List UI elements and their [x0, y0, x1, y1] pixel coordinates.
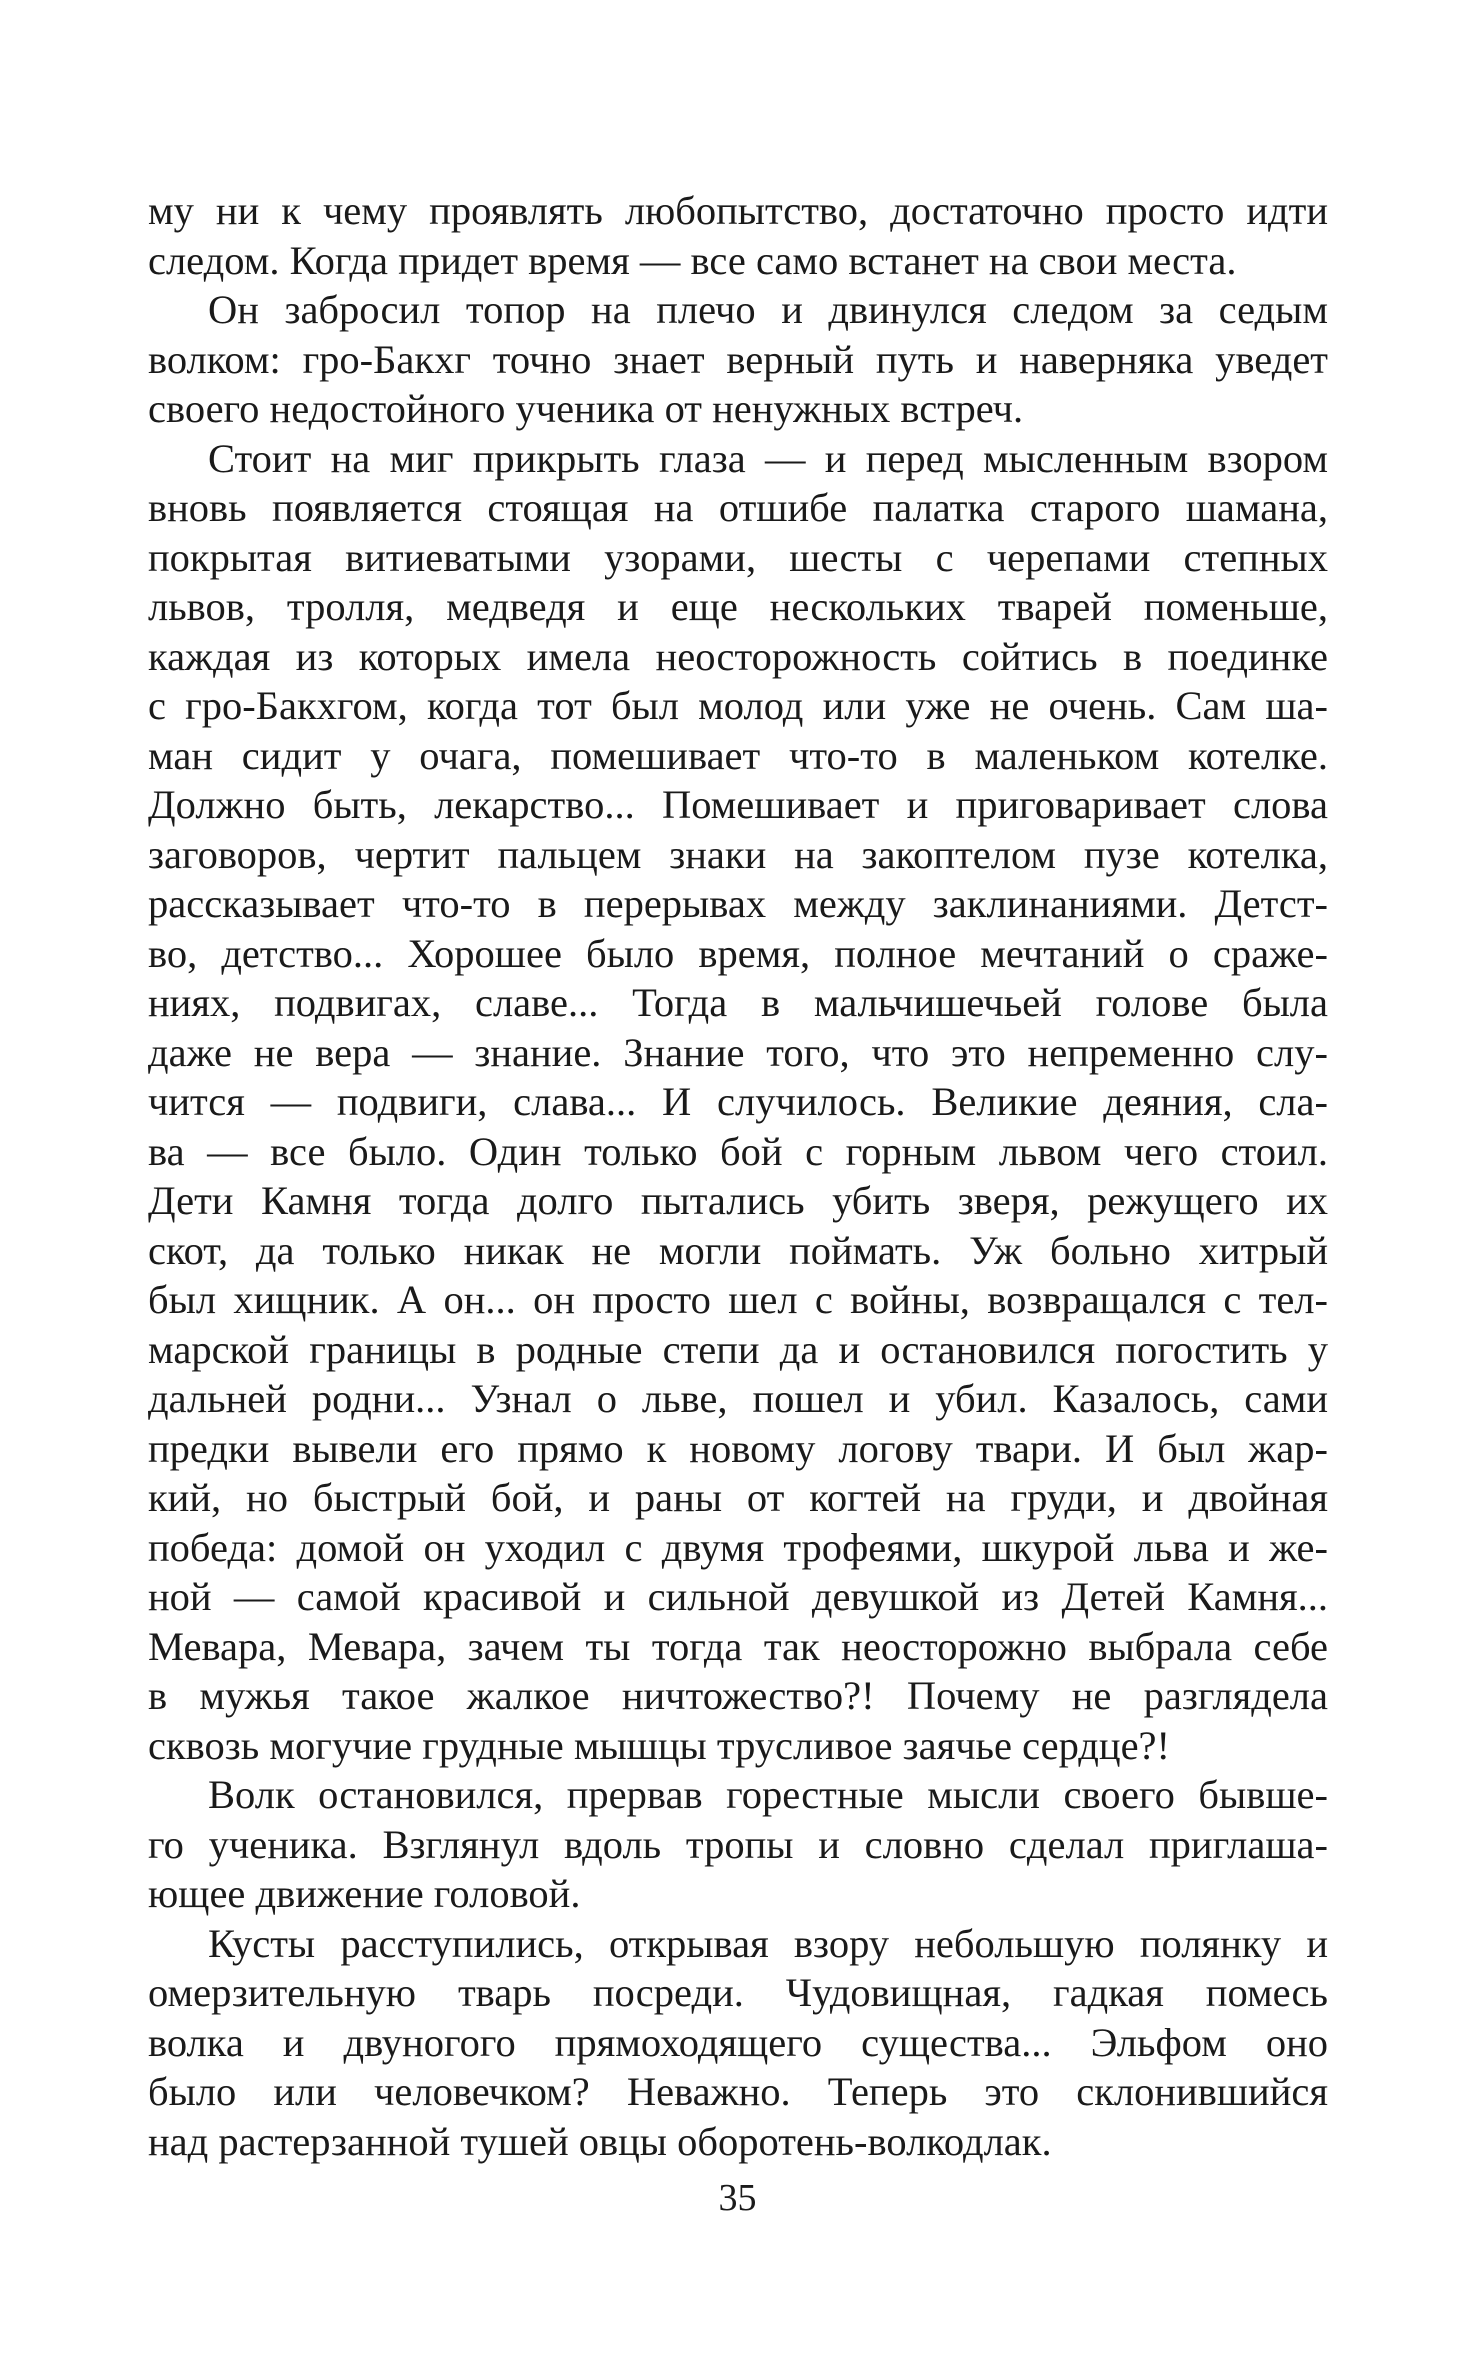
text-line: покрытая витиеватыми узорами, шесты с черепами степных	[148, 534, 1328, 580]
page-body	[148, 186, 1328, 2166]
text-line: ман сидит у очага, помешивает что-то в маленьком котелке.	[148, 732, 1328, 778]
text-line: чится — подвиги, слава... И случилось. Великие деяния, сла-	[148, 1079, 1328, 1124]
text-line: Кусты расступились, открывая взору небольшую полянку и	[208, 1920, 1328, 1966]
text-line: Должно быть, лекарство... Помешивает и приговаривает слова	[148, 782, 1328, 827]
text-line: было или человечком? Неважно. Теперь это склонившийся	[148, 2069, 1328, 2114]
text-line: даже не вера — знание. Знание того, что это непременно слу-	[148, 1029, 1328, 1075]
text-line: дальней родни... Узнал о льве, пошел и убил. Казалось, сами	[148, 1376, 1328, 1421]
text-line: ва — все было. Один только бой с горным львом чего стоил.	[148, 1128, 1328, 1174]
text-line: следом. Когда придет время — все само встанет на свои места.	[148, 237, 1237, 283]
text-line: кий, но быстрый бой, и раны от когтей на груди, и двойная	[148, 1475, 1328, 1520]
text-line: вновь появляется стоящая на отшибе палатка старого шамана,	[148, 485, 1328, 530]
text-line: Стоит на миг прикрыть глаза — и перед мысленным взором	[208, 435, 1328, 481]
text-line: омерзительную тварь посреди. Чудовищная, гадкая помесь	[148, 1970, 1328, 2015]
text-line: скот, да только никак не могли поймать. Уж больно хитрый	[148, 1227, 1328, 1273]
text-line: Мевара, Мевара, зачем ты тогда так неосторожно выбрала себе	[148, 1623, 1328, 1669]
text-line: ной — самой красивой и сильной девушкой из Детей Камня...	[148, 1574, 1328, 1619]
paragraph-3	[148, 434, 1328, 1771]
text-line: го ученика. Взглянул вдоль тропы и словно сделал приглаша-	[148, 1821, 1328, 1867]
text-line: во, детство... Хорошее было время, полное мечтаний о сраже-	[148, 930, 1328, 976]
text-line: Он забросил топор на плечо и двинулся следом за седым	[208, 287, 1328, 332]
paragraph-2	[148, 285, 1328, 434]
paragraph-5	[148, 1919, 1328, 2167]
text-line: в мужья такое жалкое ничтожество?! Почему не разглядела	[148, 1673, 1328, 1718]
text-line: марской границы в родные степи да и остановился погостить у	[148, 1326, 1328, 1372]
text-line: сквозь могучие грудные мышцы трусливое заячье сердце?!	[148, 1722, 1171, 1768]
text-line: волка и двуногого прямоходящего существа... Эльфом оно	[148, 2019, 1328, 2065]
text-line: Волк остановился, прервав горестные мысли своего бывше-	[208, 1772, 1328, 1817]
text-line: предки вывели его прямо к новому логову твари. И был жар-	[148, 1425, 1328, 1471]
text-line: победа: домой он уходил с двумя трофеями, шкурой льва и же-	[148, 1524, 1328, 1570]
text-line: му ни к чему проявлять любопытство, достаточно просто идти	[148, 188, 1328, 233]
page-number: 35	[718, 2177, 757, 2219]
text-line: заговоров, чертит пальцем знаки на закоптелом пузе котелка,	[148, 831, 1328, 877]
text-line: каждая из которых имела неосторожность сойтись в поединке	[148, 633, 1328, 679]
text-line: своего недостойного ученика от ненужных встреч.	[148, 386, 1024, 431]
text-line: ниях, подвигах, славе... Тогда в мальчишечьей голове была	[148, 980, 1328, 1025]
text-line: волком: гро-Бакхг точно знает верный путь и наверняка уведет	[148, 336, 1328, 382]
text-line: львов, тролля, медведя и еще нескольких тварей поменьше,	[148, 584, 1328, 629]
text-line: Дети Камня тогда долго пытались убить зверя, режущего их	[148, 1178, 1328, 1223]
text-line: с гро-Бакхгом, когда тот был молод или уже не очень. Сам ша-	[148, 683, 1328, 728]
text-line: над растерзанной тушей овцы оборотень-волкодлак.	[148, 2118, 1052, 2164]
paragraph-4	[148, 1770, 1328, 1919]
paragraph-1	[148, 186, 1328, 285]
text-line: был хищник. А он... он просто шел с войны, возвращался с тел-	[148, 1277, 1328, 1322]
text-line: ющее движение головой.	[148, 1871, 581, 1916]
text-line: рассказывает что-то в перерывах между заклинаниями. Детст-	[148, 881, 1328, 926]
